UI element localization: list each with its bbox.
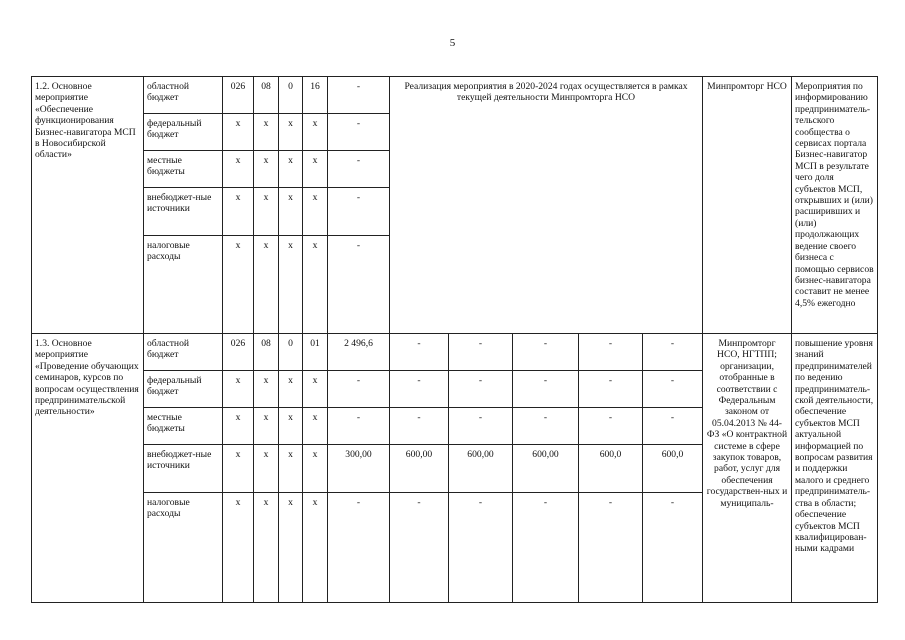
year-value: -: [390, 493, 449, 603]
code-cell: 01: [303, 334, 328, 371]
year-value: 600,0: [643, 445, 703, 493]
code-cell: x: [223, 151, 254, 188]
year-value: -: [390, 408, 449, 445]
code-cell: x: [254, 493, 279, 603]
funding-source: внебюджет-ные источники: [144, 445, 223, 493]
measure-name-1-3: 1.3. Основное мероприятие «Проведение обучающих семинаров, курсов по вопросам осуществления предпринимательской деятельности»: [32, 334, 144, 603]
total-cell: 300,00: [328, 445, 390, 493]
code-cell: x: [303, 371, 328, 408]
code-cell: x: [254, 151, 279, 188]
year-value: 600,00: [390, 445, 449, 493]
code-cell: x: [303, 408, 328, 445]
year-value: -: [513, 371, 579, 408]
executor-cell: Минпромторг НСО: [703, 77, 792, 334]
total-cell: -: [328, 408, 390, 445]
funding-source: федеральный бюджет: [144, 371, 223, 408]
code-cell: 0: [279, 334, 303, 371]
total-cell: -: [328, 77, 390, 114]
code-cell: x: [279, 188, 303, 236]
funding-source: местные бюджеты: [144, 408, 223, 445]
code-cell: x: [254, 236, 279, 334]
year-value: -: [449, 493, 513, 603]
code-cell: 08: [254, 334, 279, 371]
code-cell: x: [223, 408, 254, 445]
year-value: -: [513, 408, 579, 445]
code-cell: x: [223, 371, 254, 408]
year-value: -: [513, 493, 579, 603]
code-cell: x: [279, 151, 303, 188]
year-value: -: [449, 408, 513, 445]
year-value: -: [643, 371, 703, 408]
code-cell: x: [254, 445, 279, 493]
code-cell: x: [279, 236, 303, 334]
year-value: -: [643, 334, 703, 371]
code-cell: x: [254, 408, 279, 445]
year-value: 600,00: [449, 445, 513, 493]
year-value: -: [449, 334, 513, 371]
code-cell: 026: [223, 77, 254, 114]
funding-source: налоговые расходы: [144, 493, 223, 603]
funding-source: местные бюджеты: [144, 151, 223, 188]
result-cell: повышение уровня знаний предпринимателей по ведению предприниматель-ской деятельности, обеспечение субъектов МСП актуальной информацией по вопросам развития и поддержки малого и среднего предприниматель-ства в области; обеспечение субъектов МСП квалифицирован-ными кадрами: [792, 334, 878, 603]
code-cell: x: [303, 445, 328, 493]
measure-name-1-2: 1.2. Основное мероприятие «Обеспечение функционирования Бизнес-навигатора МСП в Новосибирской области»: [32, 77, 144, 334]
total-cell: -: [328, 188, 390, 236]
total-cell: 2 496,6: [328, 334, 390, 371]
code-cell: x: [303, 151, 328, 188]
year-value: -: [390, 334, 449, 371]
code-cell: x: [223, 114, 254, 151]
code-cell: x: [303, 114, 328, 151]
code-cell: x: [223, 445, 254, 493]
year-value: 600,00: [513, 445, 579, 493]
year-value: -: [579, 493, 643, 603]
code-cell: x: [279, 408, 303, 445]
code-cell: x: [279, 445, 303, 493]
code-cell: x: [279, 371, 303, 408]
code-cell: 08: [254, 77, 279, 114]
year-value: -: [579, 408, 643, 445]
total-cell: -: [328, 371, 390, 408]
total-cell: -: [328, 114, 390, 151]
funding-source: областной бюджет: [144, 77, 223, 114]
code-cell: x: [254, 371, 279, 408]
code-cell: x: [279, 493, 303, 603]
year-value: -: [579, 334, 643, 371]
total-cell: -: [328, 151, 390, 188]
code-cell: x: [279, 114, 303, 151]
program-measures-table: [31, 76, 878, 603]
funding-source: федеральный бюджет: [144, 114, 223, 151]
code-cell: x: [223, 188, 254, 236]
executor-cell: Минпромторг НСО, НГТПП; организации, отобранные в соответствии с Федеральным законом от 05.04.2013 № 44-ФЗ «О контрактной системе в сфере закупок товаров, работ, услуг для обеспечения государствен-ных и муниципаль-: [703, 334, 792, 603]
code-cell: x: [254, 188, 279, 236]
result-cell: Мероприятия по информированию предприниматель-тельского сообщества о сервисах портала Бизнес-навигатор МСП в результате чего доля субъектов МСП, открывших и (или) расширивших и (или) продолжающих ведение своего бизнеса с помощью сервисов бизнес-навигатора составит не менее 4,5% ежегодно: [792, 77, 878, 334]
years-note: Реализация мероприятия в 2020-2024 годах осуществляется в рамках текущей деятельности Минпромторга НСО: [390, 77, 703, 334]
code-cell: 16: [303, 77, 328, 114]
code-cell: x: [223, 493, 254, 603]
code-cell: 026: [223, 334, 254, 371]
table-row: [32, 77, 878, 114]
code-cell: x: [254, 114, 279, 151]
year-value: -: [643, 408, 703, 445]
funding-source: налоговые расходы: [144, 236, 223, 334]
funding-source: внебюджет-ные источники: [144, 188, 223, 236]
total-cell: -: [328, 493, 390, 603]
code-cell: x: [303, 188, 328, 236]
year-value: -: [390, 371, 449, 408]
code-cell: x: [223, 236, 254, 334]
year-value: -: [579, 371, 643, 408]
table-row: [32, 334, 878, 371]
year-value: -: [513, 334, 579, 371]
page-number: 5: [449, 37, 456, 49]
code-cell: x: [303, 493, 328, 603]
code-cell: x: [303, 236, 328, 334]
funding-source: областной бюджет: [144, 334, 223, 371]
code-cell: 0: [279, 77, 303, 114]
total-cell: -: [328, 236, 390, 334]
year-value: -: [449, 371, 513, 408]
year-value: 600,0: [579, 445, 643, 493]
year-value: -: [643, 493, 703, 603]
